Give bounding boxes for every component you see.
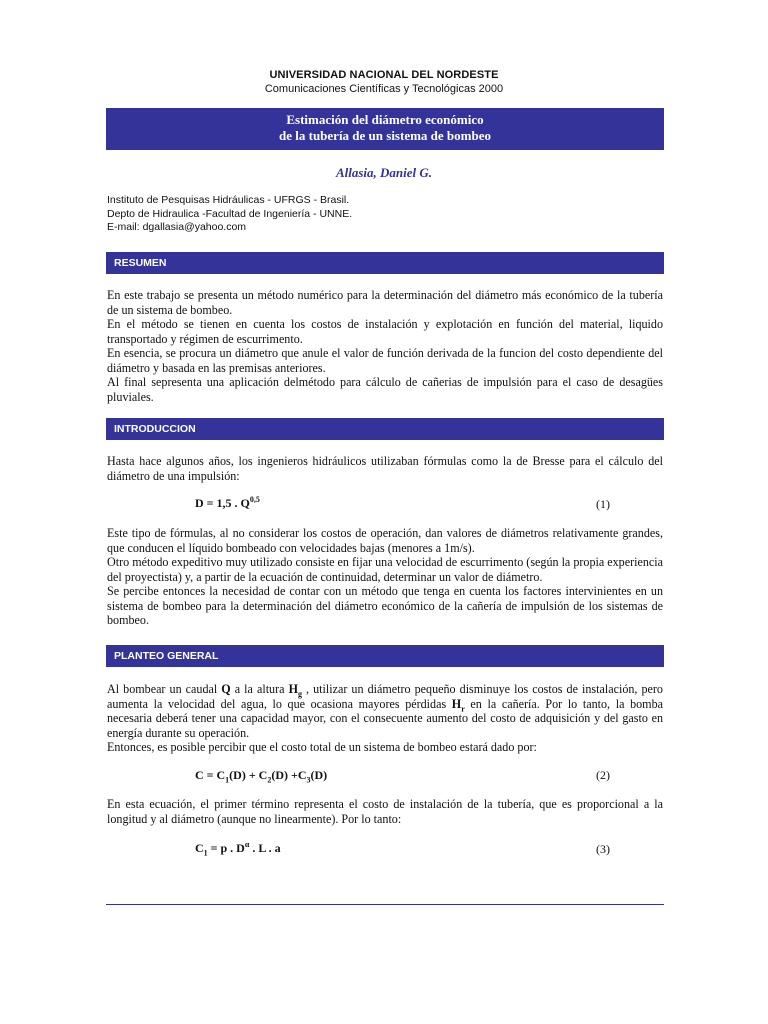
title-line-2: de la tubería de un sistema de bombeo: [279, 128, 491, 143]
resumen-paragraph: En este trabajo se presenta un método numérico para la determinación del diámetro más económico de la tubería de un sistema de bombeo.: [107, 288, 663, 317]
section-heading-resumen: RESUMEN: [106, 252, 664, 274]
equation-1: [195, 496, 260, 511]
symbol-hr: [452, 697, 465, 711]
title-line-1: Estimación del diámetro económico: [286, 112, 484, 127]
eq3-part: C: [195, 841, 204, 855]
affiliation-email: E-mail: dgallasia@yahoo.com: [107, 221, 247, 233]
equation-2: [195, 768, 327, 783]
text-run: , utilizar un diámetro pequeño disminuye los costos de instalación, pero aumenta la velocidad del agua, lo que ocasiona mayores pérdidas: [107, 682, 663, 711]
section-heading-planteo-general: PLANTEO GENERAL: [106, 645, 664, 667]
eq3-part: . L . a: [249, 841, 281, 855]
planteo-paragraph-2: Entonces, es posible percibir que el costo total de un sistema de bombeo estará dado por:: [107, 740, 537, 754]
footer-divider: [106, 904, 664, 905]
equation-1-number: (1): [596, 497, 610, 511]
symbol-hg: [288, 682, 302, 699]
affiliation-line-1: Instituto de Pesquisas Hidráulicas - UFRGS - Brasil.: [107, 194, 350, 206]
intro-paragraph: Otro método expeditivo muy utilizado consiste en fijar una velocidad de escurrimento (según la propia experiencia del proyectista) y, a partir de la ecuación de continuidad, determinar un valor de diámetro.: [107, 555, 663, 584]
eq3-sub: 1: [203, 848, 208, 858]
eq2-part: (D) + C: [229, 768, 268, 782]
planteo-body: [107, 682, 663, 755]
equation-3-number: (3): [596, 842, 610, 856]
equation-1-exponent: 0,5: [249, 495, 260, 504]
eq2-part: (D) +C: [271, 768, 307, 782]
eq2-part: C = C: [195, 768, 226, 782]
eq2-sub: 2: [267, 775, 272, 785]
subscript-r: r: [461, 703, 465, 713]
affiliation-block: [107, 194, 352, 235]
symbol-h: H: [288, 682, 298, 696]
equation-1-main: D = 1,5 . Q: [195, 496, 250, 510]
resumen-paragraph: Al final sepresenta una aplicación delmétodo para cálculo de cañerias de impulsión para el caso de desagües pluviales.: [107, 375, 663, 404]
title-banner: [106, 108, 664, 150]
eq3-part: = p . D: [207, 841, 245, 855]
symbol-h: H: [451, 696, 462, 711]
section-heading-introduccion: INTRODUCCION: [106, 418, 664, 440]
eq2-part: (D): [310, 768, 328, 782]
intro-paragraph: Este tipo de fórmulas, al no considerar los costos de operación, dan valores de diámetros relativamente grandes, que conducen el líquido bombeado con velocidades bajas (menores a 1m/s).: [107, 526, 663, 555]
resumen-body: [107, 288, 663, 404]
text-run: en la cañería. Por lo tanto, la bomba necesaria deberá tener una capacidad mayor, con el consecuente aumento del costo de adquisición y del gasto en energía durante su operación.: [107, 696, 663, 740]
eq2-sub: 1: [225, 775, 230, 785]
symbol-q: Q: [221, 682, 231, 696]
publication-subtitle: Comunicaciones Científicas y Tecnológicas 2000: [264, 83, 504, 95]
eq3-exponent: α: [244, 840, 250, 849]
planteo-paragraph-1: [107, 682, 663, 740]
text-run: a la altura: [230, 682, 289, 696]
affiliation-line-2: Depto de Hidraulica -Facultad de Ingeniería - UNNE.: [107, 207, 353, 220]
intro-paragraph: Se percibe entonces la necesidad de contar con un método que tenga en cuenta los factores intervinientes en un sistema de bombeo para la determinación del diámetro económico de la cañería de impulsión de los sistemas de bombeo.: [107, 584, 663, 627]
resumen-paragraph: En el método se tienen en cuenta los costos de instalación y explotación en función del material, liquido transportado y régimen de escurrimento.: [107, 317, 663, 346]
equation-2-number: (2): [596, 768, 610, 782]
subscript-g: g: [297, 689, 302, 699]
equation-3: [195, 841, 281, 856]
author-name: Allasia, Daniel G.: [335, 165, 433, 180]
planteo-paragraph-3: En esta ecuación, el primer término representa el costo de instalación de la tubería, que es proporcional a la longitud y al diámetro (aunque no linearmente). Por lo tanto:: [107, 797, 663, 826]
eq2-sub: 3: [306, 775, 311, 785]
intro-paragraph-1: Hasta hace algunos años, los ingenieros hidráulicos utilizaban fórmulas como la de Bresse para el cálculo del diámetro de una impulsión:: [107, 454, 663, 483]
intro-body: [107, 526, 663, 628]
text-run: Al bombear un caudal: [107, 682, 222, 696]
resumen-paragraph: En esencia, se procura un diámetro que anule el valor de función derivada de la funcion del costo dependiente del diámetro y basada en las premisas anteriores.: [107, 346, 663, 375]
university-name: UNIVERSIDAD NACIONAL DEL NORDESTE: [269, 69, 499, 81]
